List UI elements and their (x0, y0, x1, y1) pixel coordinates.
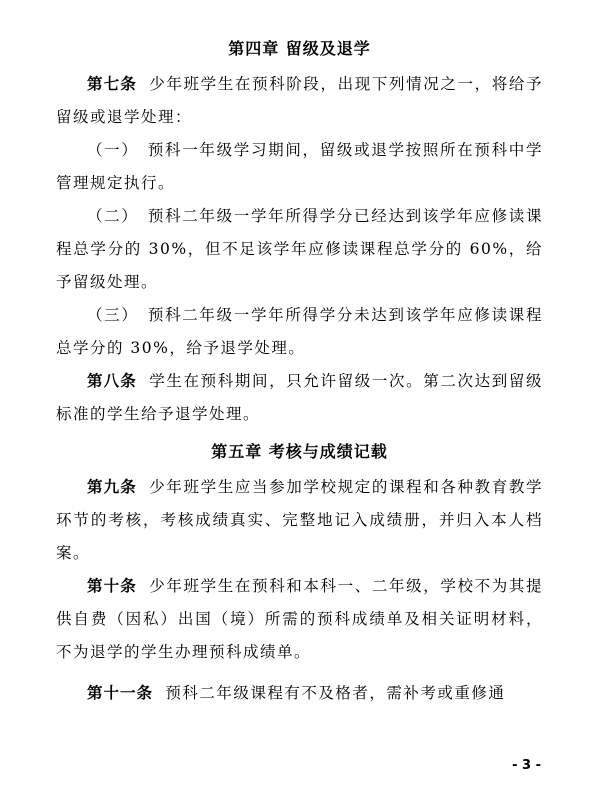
article-11 (56, 677, 543, 710)
article-8-label: 第八条 (87, 372, 137, 390)
item-text: 预科一年级学习期间，留级或退学按照所在预科中学管理规定执行。 (56, 141, 543, 192)
chapter-4-title: 第四章 留级及退学 (228, 39, 371, 58)
article-11-label: 第十一条 (87, 684, 154, 702)
article-11-text: 预科二年级课程有不及格者，需补考或重修通 (165, 684, 506, 702)
article-7 (56, 68, 543, 134)
article-7-text: 少年班学生在预科阶段，出现下列情况之一，将给予留级或退学处理： (56, 75, 543, 126)
article-7-item-3 (56, 299, 543, 365)
article-7-item-1 (56, 134, 543, 200)
article-8-text: 学生在预科期间，只允许留级一次。第二次达到留级标准的学生给予退学处理。 (56, 372, 543, 423)
chapter-5-title: 第五章 考核与成绩记载 (211, 442, 388, 461)
item-number: （三） (87, 306, 139, 324)
page-number: - 3 - (512, 758, 541, 773)
item-number: （二） (87, 207, 139, 225)
article-8 (56, 365, 543, 431)
article-7-label: 第七条 (87, 75, 137, 93)
item-text: 预科二年级一学年所得学分未达到该学年应修读课程总学分的 30%，给予退学处理。 (56, 306, 543, 357)
article-10-label: 第十条 (87, 577, 137, 595)
article-9-text: 少年班学生应当参加学校规定的课程和各种教育教学环节的考核，考核成绩真实、完整地记入成绩册，并归入本人档案。 (56, 478, 543, 562)
article-9-label: 第九条 (87, 478, 137, 496)
article-10-text: 少年班学生在预科和本科一、二年级，学校不为其提供自费（因私）出国（境）所需的预科成绩单及相关证明材料，不为退学的学生办理预科成绩单。 (56, 577, 543, 661)
document-page (56, 34, 543, 710)
article-7-item-2 (56, 200, 543, 299)
item-number: （一） (87, 141, 139, 159)
article-9 (56, 471, 543, 570)
article-10 (56, 570, 543, 669)
item-text: 预科二年级一学年所得学分已经达到该学年应修读课程总学分的 30%，但不足该学年应修读课程总学分的 60%，给予留级处理。 (56, 207, 543, 291)
